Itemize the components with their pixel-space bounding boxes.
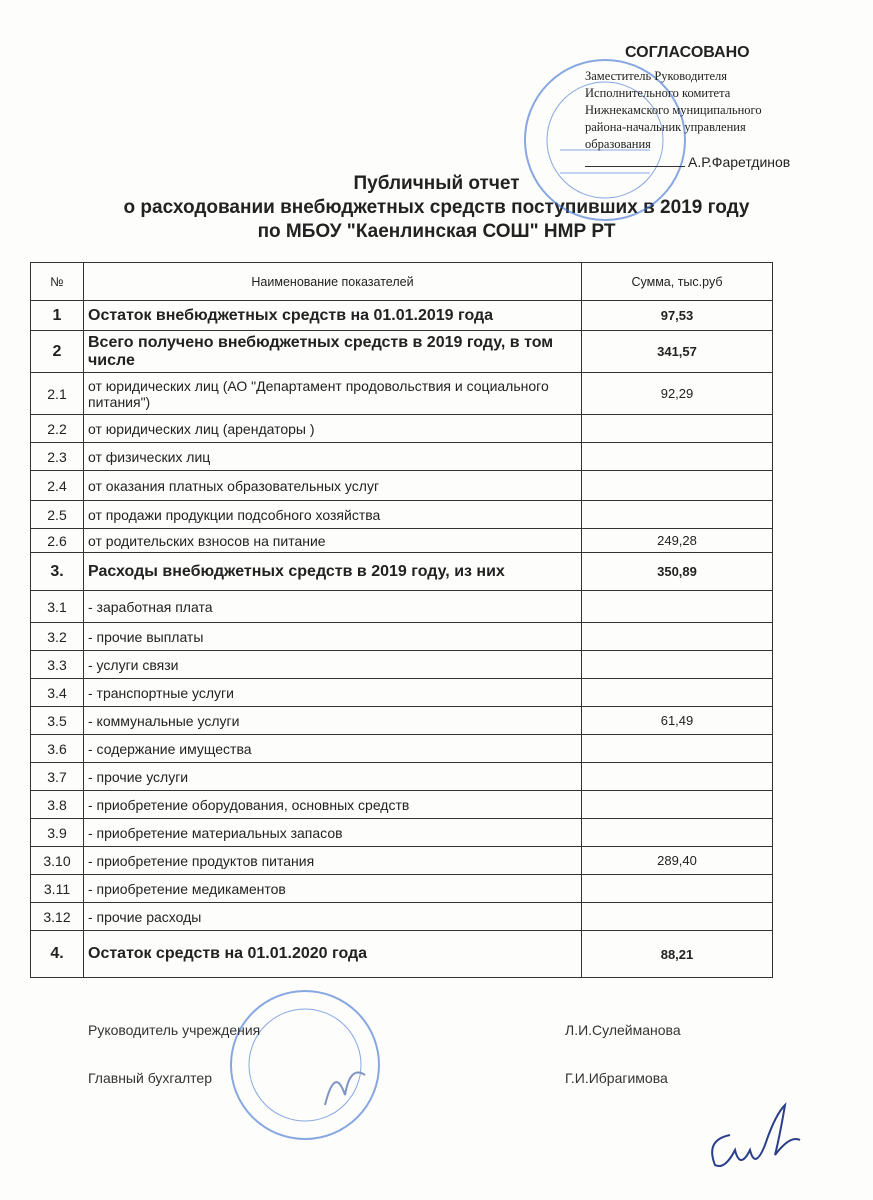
row-number: 3.11 bbox=[31, 875, 84, 903]
row-name: Расходы внебюджетных средств в 2019 году, из них bbox=[84, 553, 582, 591]
table-row bbox=[31, 443, 773, 471]
header-name: Наименование показателей bbox=[84, 263, 582, 301]
row-sum bbox=[582, 679, 773, 707]
row-sum bbox=[582, 623, 773, 651]
row-name: - приобретение медикаментов bbox=[84, 875, 582, 903]
approval-line: Заместитель Руководителя bbox=[585, 69, 727, 83]
row-sum: 289,40 bbox=[582, 847, 773, 875]
row-name: от юридических лиц (арендаторы ) bbox=[84, 415, 582, 443]
approval-title: СОГЛАСОВАНО bbox=[625, 44, 750, 61]
title-line: Публичный отчет bbox=[353, 173, 520, 194]
table-row bbox=[31, 847, 773, 875]
row-number: 3.12 bbox=[31, 903, 84, 931]
row-number: 2.2 bbox=[31, 415, 84, 443]
row-number: 2.5 bbox=[31, 501, 84, 529]
row-sum bbox=[582, 651, 773, 679]
title-line: по МБОУ "Каенлинская СОШ" НМР РТ bbox=[257, 221, 616, 242]
approval-line: района-начальник управления bbox=[585, 120, 746, 134]
row-sum bbox=[582, 415, 773, 443]
row-name: от физических лиц bbox=[84, 443, 582, 471]
row-sum: 341,57 bbox=[582, 331, 773, 373]
row-sum: 249,28 bbox=[582, 529, 773, 553]
row-name: - услуги связи bbox=[84, 651, 582, 679]
row-number: 3.4 bbox=[31, 679, 84, 707]
row-name: от родительских взносов на питание bbox=[84, 529, 582, 553]
row-number: 2.4 bbox=[31, 471, 84, 501]
row-sum: 350,89 bbox=[582, 553, 773, 591]
handwritten-signature bbox=[700, 1095, 810, 1175]
table-row bbox=[31, 623, 773, 651]
row-number: 1 bbox=[31, 301, 84, 331]
school-stamp bbox=[225, 985, 385, 1145]
table-row bbox=[31, 819, 773, 847]
table-row bbox=[31, 735, 773, 763]
table-row bbox=[31, 301, 773, 331]
row-sum bbox=[582, 819, 773, 847]
table-row bbox=[31, 931, 773, 978]
row-sum: 92,29 bbox=[582, 373, 773, 415]
report-table bbox=[30, 262, 773, 978]
table-row bbox=[31, 707, 773, 735]
approval-line: Нижнекамского муниципального bbox=[585, 103, 762, 117]
table-row bbox=[31, 373, 773, 415]
header-sum: Сумма, тыс.руб bbox=[582, 263, 773, 301]
table-row bbox=[31, 415, 773, 443]
table-row bbox=[31, 331, 773, 373]
table-row bbox=[31, 875, 773, 903]
accountant-label: Главный бухгалтер bbox=[88, 1070, 212, 1086]
row-number: 3.9 bbox=[31, 819, 84, 847]
table-row bbox=[31, 471, 773, 501]
row-number: 3. bbox=[31, 553, 84, 591]
row-number: 4. bbox=[31, 931, 84, 978]
row-name: - приобретение оборудования, основных средств bbox=[84, 791, 582, 819]
row-number: 3.2 bbox=[31, 623, 84, 651]
signature-line bbox=[585, 166, 685, 167]
row-number: 3.8 bbox=[31, 791, 84, 819]
row-sum bbox=[582, 501, 773, 529]
row-name: - приобретение продуктов питания bbox=[84, 847, 582, 875]
row-number: 3.7 bbox=[31, 763, 84, 791]
row-sum bbox=[582, 735, 773, 763]
table-row bbox=[31, 679, 773, 707]
row-name: - прочие услуги bbox=[84, 763, 582, 791]
accountant-name: Г.И.Ибрагимова bbox=[565, 1070, 668, 1086]
row-sum bbox=[582, 443, 773, 471]
row-name: от продажи продукции подсобного хозяйства bbox=[84, 501, 582, 529]
row-name: - транспортные услуги bbox=[84, 679, 582, 707]
row-sum: 97,53 bbox=[582, 301, 773, 331]
row-name: - заработная плата bbox=[84, 591, 582, 623]
row-number: 2.3 bbox=[31, 443, 84, 471]
row-number: 3.6 bbox=[31, 735, 84, 763]
row-sum: 61,49 bbox=[582, 707, 773, 735]
row-sum bbox=[582, 875, 773, 903]
row-sum bbox=[582, 763, 773, 791]
row-name: - коммунальные услуги bbox=[84, 707, 582, 735]
table-row bbox=[31, 501, 773, 529]
head-name: Л.И.Сулейманова bbox=[565, 1022, 681, 1038]
row-number: 2 bbox=[31, 331, 84, 373]
row-number: 3.3 bbox=[31, 651, 84, 679]
row-name: - прочие выплаты bbox=[84, 623, 582, 651]
row-name: - прочие расходы bbox=[84, 903, 582, 931]
row-sum bbox=[582, 903, 773, 931]
row-name: Остаток средств на 01.01.2020 года bbox=[84, 931, 582, 978]
table-row bbox=[31, 591, 773, 623]
head-label: Руководитель учреждения bbox=[88, 1022, 261, 1038]
row-sum: 88,21 bbox=[582, 931, 773, 978]
row-number: 3.10 bbox=[31, 847, 84, 875]
row-number: 2.6 bbox=[31, 529, 84, 553]
table-header bbox=[31, 263, 773, 301]
table-row bbox=[31, 651, 773, 679]
row-name: Остаток внебюджетных средств на 01.01.2019 года bbox=[84, 301, 582, 331]
row-name: Всего получено внебюджетных средств в 2019 году, в том числе bbox=[84, 331, 582, 373]
table-row bbox=[31, 763, 773, 791]
approval-line: Исполнительного комитета bbox=[585, 86, 731, 100]
approval-line: образования bbox=[585, 137, 651, 151]
table-row bbox=[31, 529, 773, 553]
row-sum bbox=[582, 471, 773, 501]
row-name: - приобретение материальных запасов bbox=[84, 819, 582, 847]
page-title bbox=[0, 172, 873, 244]
table-row bbox=[31, 903, 773, 931]
header-number: № bbox=[31, 263, 84, 301]
table-row bbox=[31, 553, 773, 591]
row-sum bbox=[582, 591, 773, 623]
row-number: 2.1 bbox=[31, 373, 84, 415]
table-row bbox=[31, 791, 773, 819]
row-number: 3.1 bbox=[31, 591, 84, 623]
row-number: 3.5 bbox=[31, 707, 84, 735]
row-sum bbox=[582, 791, 773, 819]
approval-signer: А.Р.Фаретдинов bbox=[688, 154, 791, 170]
row-name: от юридических лиц (АО "Департамент продовольствия и социального питания") bbox=[84, 373, 582, 415]
row-name: - содержание имущества bbox=[84, 735, 582, 763]
title-line: о расходовании внебюджетных средств поступивших в 2019 году bbox=[123, 197, 750, 218]
row-name: от оказания платных образовательных услуг bbox=[84, 471, 582, 501]
